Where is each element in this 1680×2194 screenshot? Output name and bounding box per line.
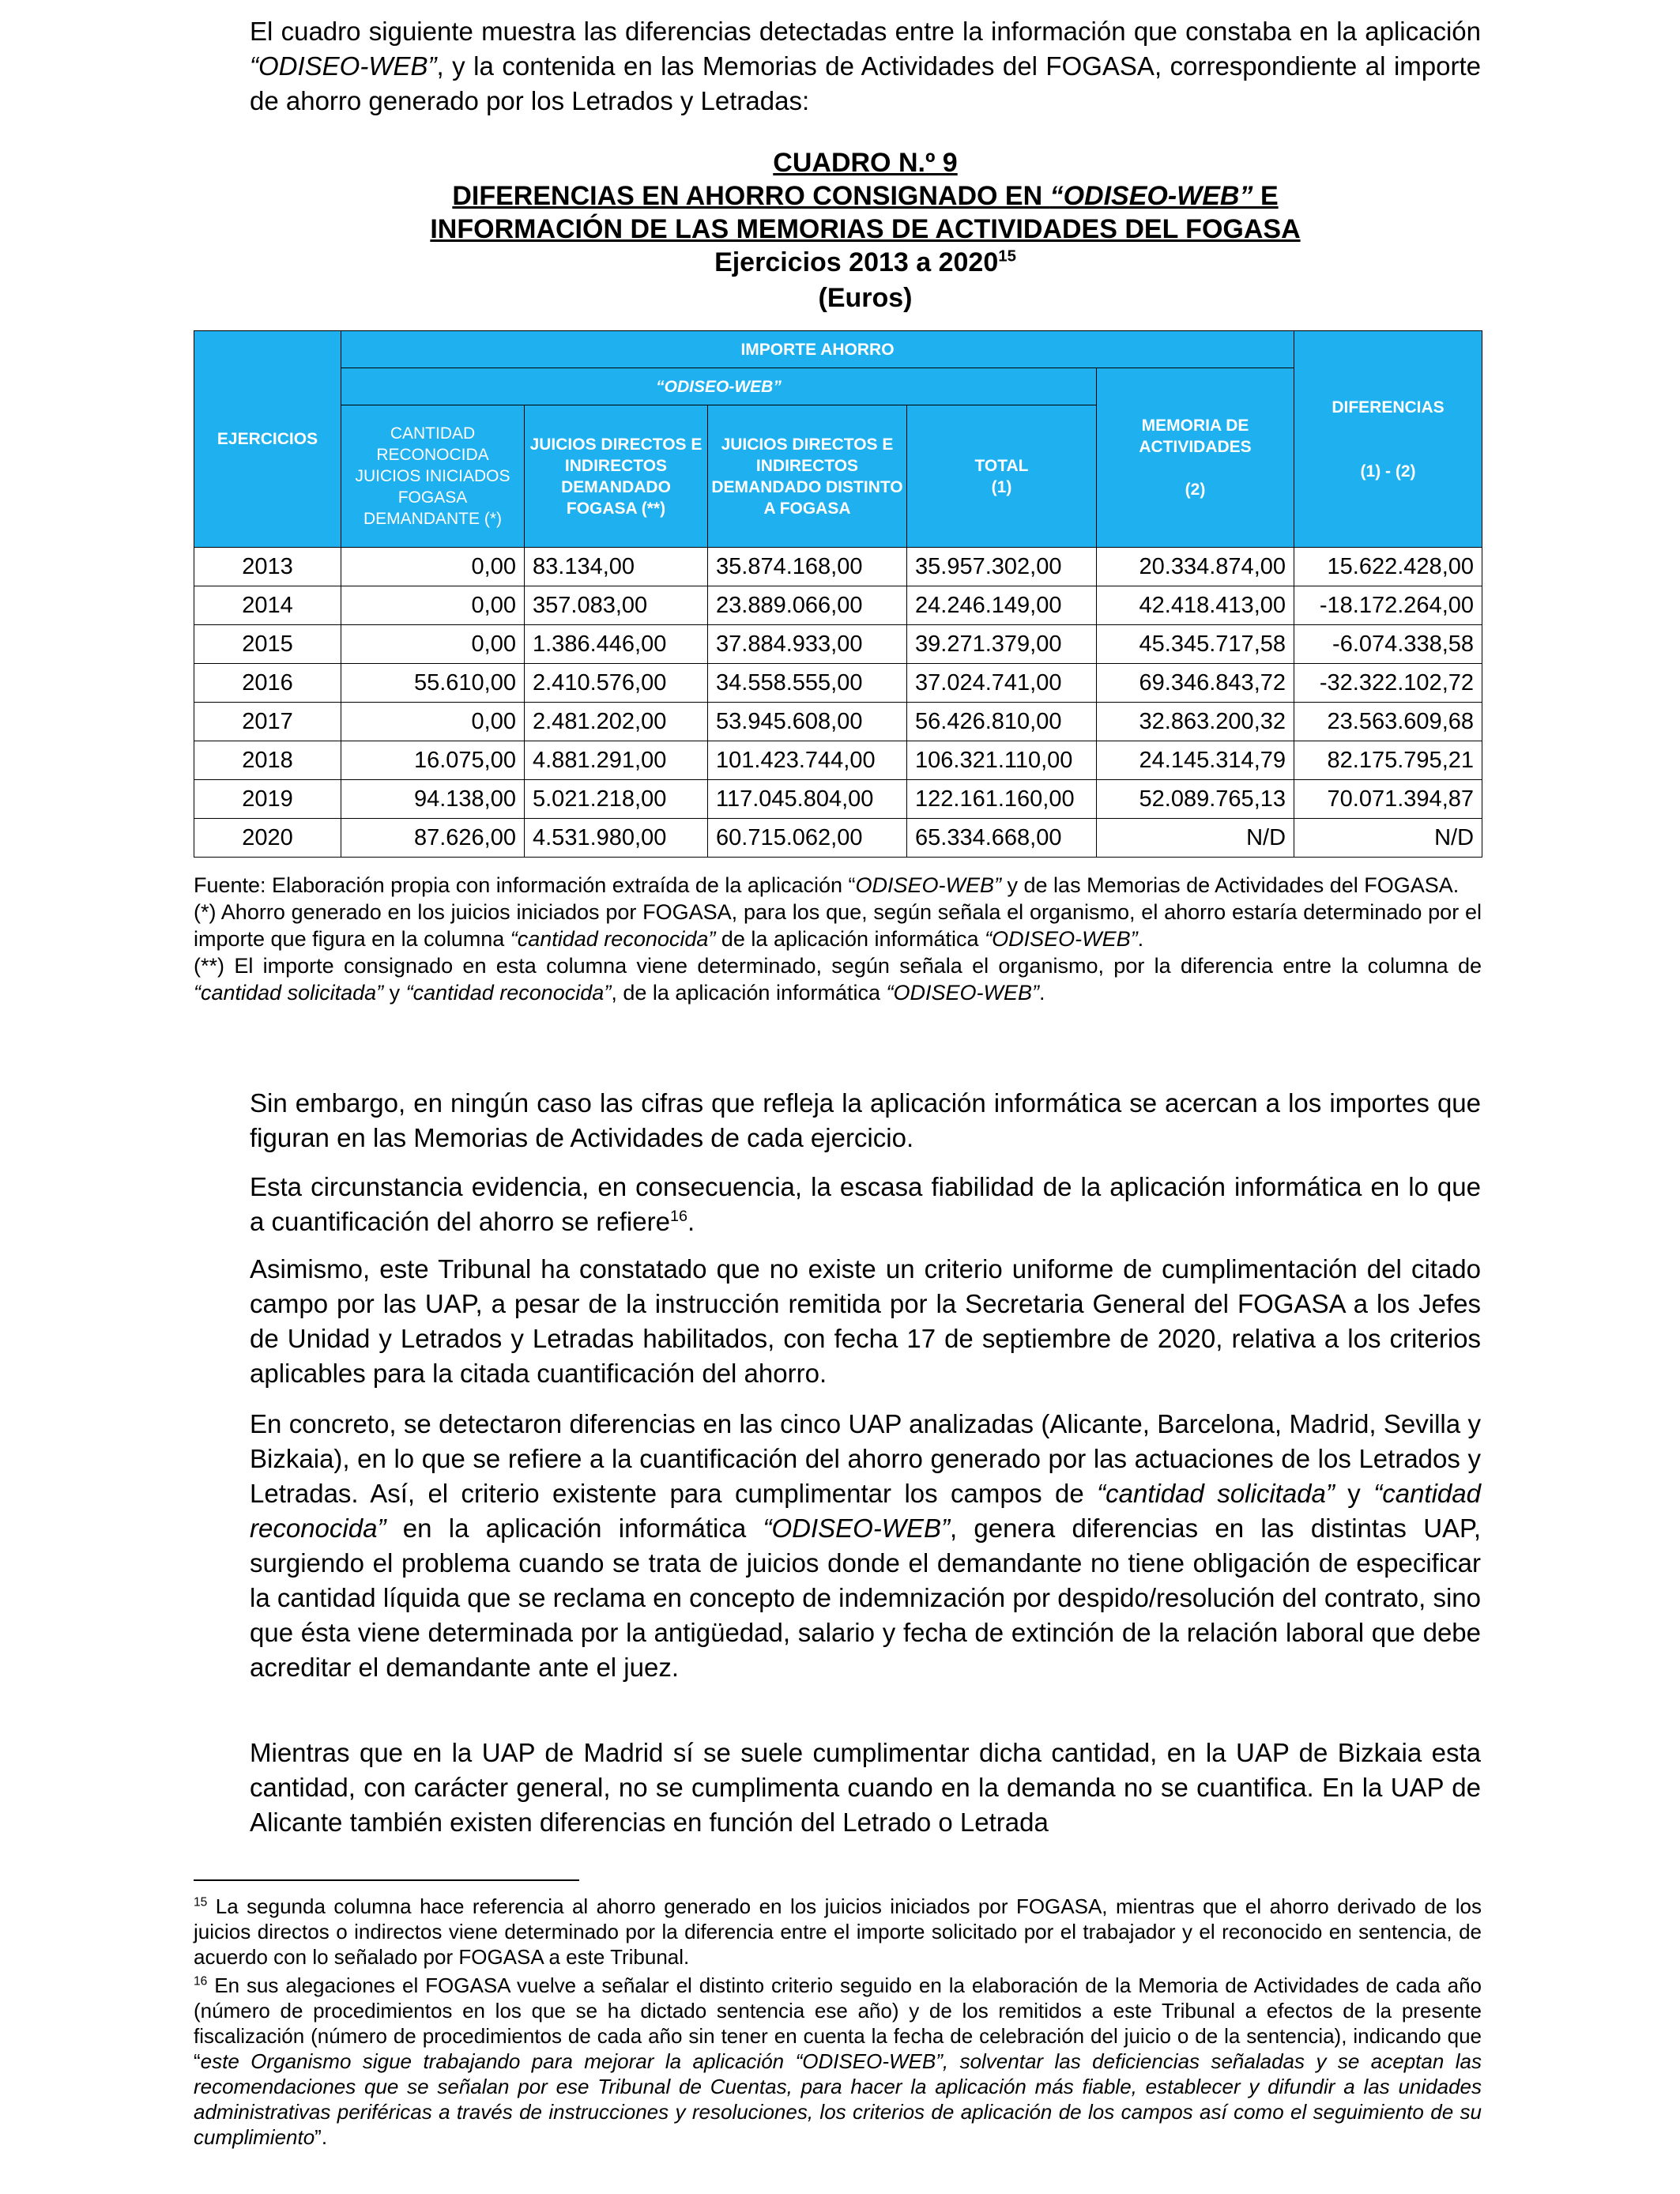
cell-year: 2013 [194,548,341,586]
table-number: CUADRO N.º 9 [773,148,958,178]
cell-cantidad-reconocida: 0,00 [341,586,525,625]
cell-memoria: 69.346.843,72 [1097,664,1294,703]
table-row [194,625,1482,664]
table-period: Ejercicios 2013 a 2020$^{15}$ [714,247,1016,277]
cell-cantidad-reconocida: 0,00 [341,625,525,664]
cell-memoria: 32.863.200,32 [1097,703,1294,741]
cell-juicios-demandado-fogasa: 1.386.446,00 [525,625,708,664]
cell-diferencias: 82.175.795,21 [1294,741,1482,780]
footnote-ref-16: 16 [669,1208,687,1225]
paragraph-3: Asimismo, este Tribunal ha constatado que no existe un criterio uniforme de cumplimentación del citado campo por las UAP, a pesar de la instrucción remitida por la Secretaria General del FOGASA a los Jefes de Unidad y Letrados y Letradas habilitados, con fecha 17 de septiembre de 2020, relativa a los criterios aplicables para la citada cuantificación del ahorro. [250,1254,1481,1388]
savings-differences-table [194,330,1482,858]
cell-juicios-demandado-fogasa: 2.410.576,00 [525,664,708,703]
header-diferencias: DIFERENCIAS (1) - (2) [1294,331,1482,548]
footnote-separator [194,1879,579,1881]
cell-juicios-demandado-distinto: 35.874.168,00 [708,548,907,586]
cell-year: 2019 [194,780,341,819]
table-row [194,548,1482,586]
cell-diferencias: -18.172.264,00 [1294,586,1482,625]
paragraph-2: Esta circunstancia evidencia, en consecuencia, la escasa fiabilidad de la aplicación informática en lo que a cuantificación del ahorro se refiere$^{16}$. [250,1172,1481,1236]
cell-cantidad-reconocida: 16.075,00 [341,741,525,780]
cell-year: 2018 [194,741,341,780]
cell-juicios-demandado-distinto: 37.884.933,00 [708,625,907,664]
cell-juicios-demandado-fogasa: 83.134,00 [525,548,708,586]
cell-diferencias: -32.322.102,72 [1294,664,1482,703]
cell-juicios-demandado-fogasa: 357.083,00 [525,586,708,625]
cell-juicios-demandado-fogasa: 2.481.202,00 [525,703,708,741]
table-units: (Euros) [818,283,913,313]
cell-juicios-demandado-fogasa: 4.531.980,00 [525,819,708,858]
paragraph-1: Sin embargo, en ningún caso las cifras que refleja la aplicación informática se acercan a los importes que figuran en las Memorias de Actividades de cada ejercicio. [250,1088,1481,1152]
intro-paragraph: El cuadro siguiente muestra las diferencias detectadas entre la información que constaba en la aplicación “ODISEO-WEB”, y la contenida en las Memorias de Actividades del FOGASA, correspondiente al importe de ahorro generado por los Letrados y Letradas: [250,17,1481,115]
cell-diferencias: 70.071.394,87 [1294,780,1482,819]
cell-cantidad-reconocida: 55.610,00 [341,664,525,703]
cell-diferencias: N/D [1294,819,1482,858]
footnote-15: $^{15}$ La segunda columna hace referencia al ahorro generado en los juicios iniciados por FOGASA, mientras que el ahorro derivado de los juicios directos o indirectos viene determinado por la diferencia entre el importe solicitado por el trabajador y el reconocido en sentencia, de acuerdo con lo señalado por FOGASA a este Tribunal. [194,1894,1482,1969]
cell-memoria: 45.345.717,58 [1097,625,1294,664]
cell-total: 56.426.810,00 [907,703,1097,741]
header-odiseo-web: “ODISEO-WEB” [341,368,1097,405]
cell-cantidad-reconocida: 0,00 [341,548,525,586]
header-ejercicios: EJERCICIOS [194,331,341,548]
cell-memoria: 52.089.765,13 [1097,780,1294,819]
cell-year: 2016 [194,664,341,703]
cell-juicios-demandado-distinto: 117.045.804,00 [708,780,907,819]
footnote-ref-15: 15 [998,247,1016,266]
header-juicios-demandado-fogasa: JUICIOS DIRECTOS E INDIRECTOS DEMANDADO FOGASA (**) [525,405,708,548]
header-total: TOTAL (1) [907,405,1097,548]
table-row [194,819,1482,858]
cell-cantidad-reconocida: 87.626,00 [341,819,525,858]
note-asterisk: (*) Ahorro generado en los juicios iniciados por FOGASA, para los que, según señala el organismo, el ahorro estaría determinado por el importe que figura en la columna “cantidad reconocida” de la aplicación informática “ODISEO-WEB”. [194,900,1482,951]
cell-total: 39.271.379,00 [907,625,1097,664]
cell-total: 122.161.160,00 [907,780,1097,819]
cell-juicios-demandado-distinto: 60.715.062,00 [708,819,907,858]
table-row [194,586,1482,625]
cell-juicios-demandado-fogasa: 4.881.291,00 [525,741,708,780]
cell-total: 65.334.668,00 [907,819,1097,858]
table-title-line-1: DIFERENCIAS EN AHORRO CONSIGNADO EN “ODISEO-WEB” E [452,181,1279,211]
header-juicios-demandado-distinto: JUICIOS DIRECTOS E INDIRECTOS DEMANDADO DISTINTO A FOGASA [708,405,907,548]
paragraph-4: En concreto, se detectaron diferencias en las cinco UAP analizadas (Alicante, Barcelona, Madrid, Sevilla y Bizkaia), en lo que se refiere a la cuantificación del ahorro generado por las actuaciones de los Letrados y Letradas. Así, el criterio existente para cumplimentar los campos de “cantidad solicitada” y “cantidad reconocida” en la aplicación informática “ODISEO-WEB”, genera diferencias en las distintas UAP, surgiendo el problema cuando se trata de juicios donde el demandante no tiene obligación de especificar la cantidad líquida que se reclama en concepto de indemnización por despido/resolución del contrato, sino que ésta viene determinada por la antigüedad, salario y fecha de extinción de la relación laboral que debe acreditar el demandante ante el juez. [250,1409,1481,1682]
table-notes [194,872,1482,1006]
cell-total: 37.024.741,00 [907,664,1097,703]
cell-year: 2020 [194,819,341,858]
cell-diferencias: 23.563.609,68 [1294,703,1482,741]
note-double-asterisk: (**) El importe consignado en esta columna viene determinado, según señala el organismo, por la diferencia entre la columna de “cantidad solicitada” y “cantidad reconocida”, de la aplicación informática “ODISEO-WEB”. [194,954,1482,1005]
table-row [194,664,1482,703]
table-row [194,780,1482,819]
header-importe-ahorro: IMPORTE AHORRO [341,331,1294,368]
cell-total: 106.321.110,00 [907,741,1097,780]
cell-diferencias: 15.622.428,00 [1294,548,1482,586]
cell-cantidad-reconocida: 0,00 [341,703,525,741]
footnote-16: $^{16}$ En sus alegaciones el FOGASA vuelve a señalar el distinto criterio seguido en la elaboración de la Memoria de Actividades de cada año (número de procedimientos en los que se ha dictado sentencia ese año) y de los remitidos a este Tribunal a efectos de la presente fiscalización (número de procedimientos de cada año sin tener en cuenta la fecha de celebración del juicio o de la sentencia), indicando que “este Organismo sigue trabajando para mejorar la aplicación “ODISEO-WEB”, solventar las deficiencias señaladas y se aceptan las recomendaciones que se señalan por ese Tribunal de Cuentas, para hacer la aplicación más fiable, establecer y difundir a las unidades administrativas periféricas a través de instrucciones y resoluciones, los criterios de aplicación de los campos así como el seguimiento de su cumplimiento”. [194,1973,1482,2149]
cell-juicios-demandado-distinto: 34.558.555,00 [708,664,907,703]
cell-memoria: 24.145.314,79 [1097,741,1294,780]
cell-year: 2015 [194,625,341,664]
table-row [194,741,1482,780]
cell-juicios-demandado-distinto: 23.889.066,00 [708,586,907,625]
header-cantidad-reconocida: CANTIDAD RECONOCIDA JUICIOS INICIADOS FOGASA DEMANDANTE (*) [341,405,525,548]
cell-cantidad-reconocida: 94.138,00 [341,780,525,819]
cell-diferencias: -6.074.338,58 [1294,625,1482,664]
cell-year: 2017 [194,703,341,741]
cell-memoria: 20.334.874,00 [1097,548,1294,586]
table-body [194,548,1482,858]
cell-juicios-demandado-distinto: 101.423.744,00 [708,741,907,780]
cell-year: 2014 [194,586,341,625]
cell-memoria: 42.418.413,00 [1097,586,1294,625]
cell-total: 24.246.149,00 [907,586,1097,625]
paragraph-5: Mientras que en la UAP de Madrid sí se suele cumplimentar dicha cantidad, en la UAP de Bizkaia esta cantidad, con carácter general, no se cumplimenta cuando en la demanda no se cuantifica. En la UAP de Alicante también existen diferencias en función del Letrado o Letrada [250,1738,1481,1837]
header-memoria: MEMORIA DE ACTIVIDADES (2) [1097,368,1294,548]
cell-memoria: N/D [1097,819,1294,858]
table-row [194,703,1482,741]
cell-juicios-demandado-fogasa: 5.021.218,00 [525,780,708,819]
source-note: Fuente: Elaboración propia con información extraída de la aplicación “ODISEO-WEB” y de las Memorias de Actividades del FOGASA. [194,873,1460,897]
cell-total: 35.957.302,00 [907,548,1097,586]
table-title-line-2: INFORMACIÓN DE LAS MEMORIAS DE ACTIVIDADES DEL FOGASA [430,214,1301,244]
cell-juicios-demandado-distinto: 53.945.608,00 [708,703,907,741]
